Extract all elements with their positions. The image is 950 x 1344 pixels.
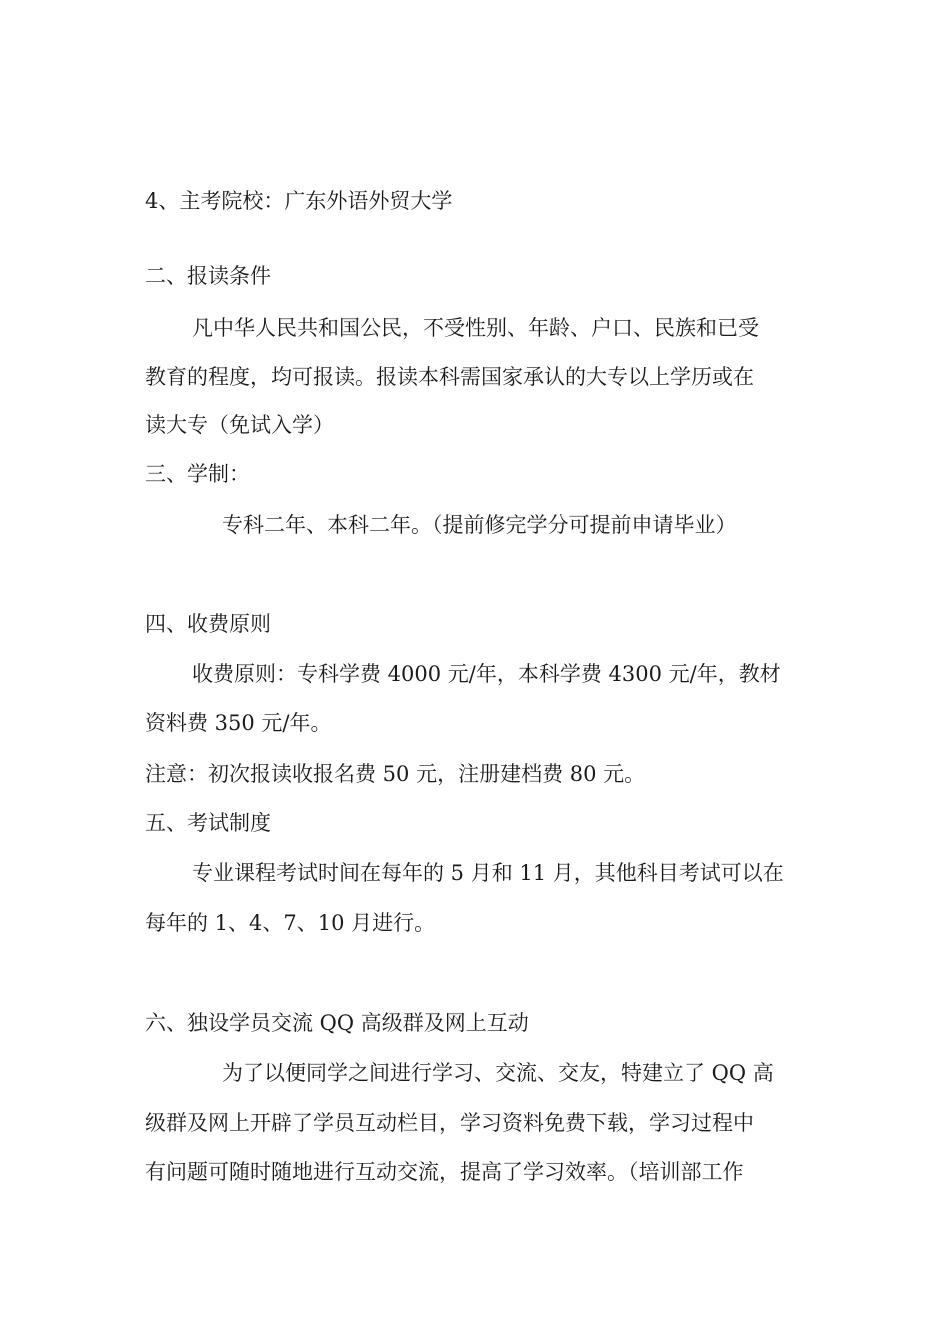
section-heading-qq-group: 六、独设学员交流 QQ 高级群及网上互动 (145, 1011, 529, 1035)
section-heading-duration: 三、学制： (145, 462, 250, 486)
section-heading-eligibility: 二、报读条件 (145, 264, 271, 288)
paragraph-line: 资料费 350 元/年。 (145, 711, 332, 735)
paragraph-line: 专科二年、本科二年。（提前修完学分可提前申请毕业） (222, 513, 737, 537)
fee-notice: 注意：初次报读收报名费 50 元，注册建档费 80 元。 (145, 762, 646, 786)
paragraph-line: 为了以便同学之间进行学习、交流、交友，特建立了 QQ 高 (222, 1061, 774, 1085)
paragraph-line: 有问题可随时随地进行互动交流，提高了学习效率。（培训部工作 (145, 1160, 744, 1184)
section-heading-fees: 四、收费原则 (145, 612, 271, 636)
paragraph-line: 读大专（免试入学） (145, 413, 334, 437)
paragraph-line: 收费原则：专科学费 4000 元/年，本科学费 4300 元/年，教材 (192, 662, 781, 686)
section-heading-exams: 五、考试制度 (145, 811, 271, 835)
item-4-host-university: 4、主考院校：广东外语外贸大学 (145, 189, 453, 213)
paragraph-line: 凡中华人民共和国公民，不受性别、年龄、户口、民族和已受 (192, 316, 759, 340)
paragraph-line: 级群及网上开辟了学员互动栏目，学习资料免费下载，学习过程中 (145, 1111, 754, 1135)
paragraph-line: 专业课程考试时间在每年的 5 月和 11 月，其他科目考试可以在 (192, 861, 784, 885)
paragraph-line: 教育的程度，均可报读。报读本科需国家承认的大专以上学历或在 (145, 365, 754, 389)
paragraph-line: 每年的 1、4、7、10 月进行。 (145, 911, 436, 935)
